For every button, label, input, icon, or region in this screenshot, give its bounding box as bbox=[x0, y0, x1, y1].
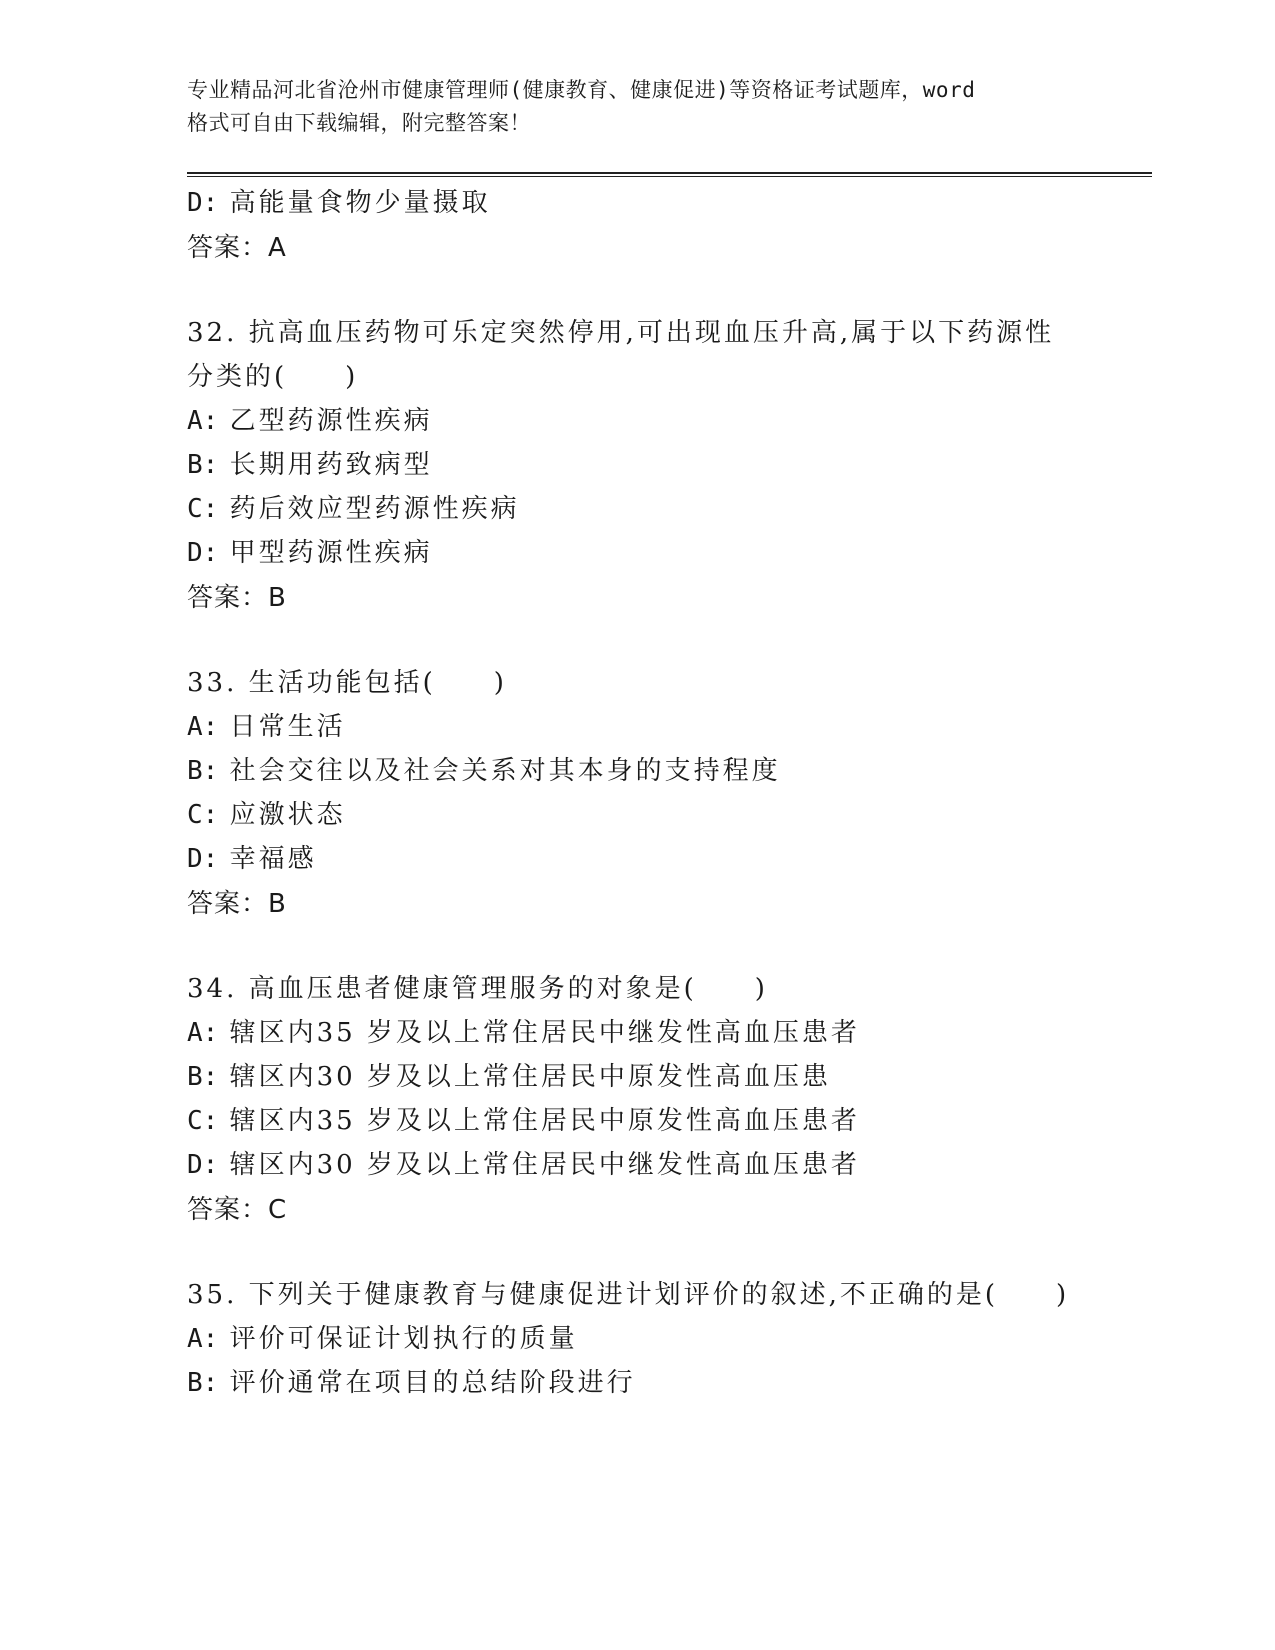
question-stem: 33. 生活功能包括( ) bbox=[187, 668, 507, 698]
header-line-2: 格式可自由下载编辑，附完整答案！ bbox=[187, 111, 531, 135]
question-stem: 32. 抗高血压药物可乐定突然停用,可出现血压升高,属于以下药源性 bbox=[187, 318, 1055, 348]
question-stem: 34. 高血压患者健康管理服务的对象是( ) bbox=[187, 974, 768, 1004]
header-divider bbox=[187, 172, 1152, 174]
option-d: D: 高能量食物少量摄取 bbox=[187, 188, 491, 218]
answer-line: 答案：C bbox=[187, 1195, 288, 1225]
question-stem-cont: 分类的( ) bbox=[187, 362, 359, 392]
option-c: C: 应激状态 bbox=[187, 800, 346, 830]
header-line-1: 专业精品河北省沧州市健康管理师(健康教育、健康促进)等资格证考试题库，word bbox=[187, 78, 976, 102]
option-a: A: 日常生活 bbox=[187, 712, 346, 742]
option-c: C: 辖区内35 岁及以上常住居民中原发性高血压患者 bbox=[187, 1106, 860, 1136]
option-c: C: 药后效应型药源性疾病 bbox=[187, 494, 520, 524]
option-b: B: 长期用药致病型 bbox=[187, 450, 433, 480]
option-d: D: 辖区内30 岁及以上常住居民中继发性高血压患者 bbox=[187, 1150, 860, 1180]
option-b: B: 社会交往以及社会关系对其本身的支持程度 bbox=[187, 756, 781, 786]
question-31-tail bbox=[187, 181, 1147, 271]
option-b: B: 评价通常在项目的总结阶段进行 bbox=[187, 1368, 636, 1398]
option-d: D: 甲型药源性疾病 bbox=[187, 538, 433, 568]
answer-line: 答案：A bbox=[187, 233, 287, 263]
document-page bbox=[187, 74, 1147, 1405]
question-32 bbox=[187, 311, 1147, 621]
question-stem: 35. 下列关于健康教育与健康促进计划评价的叙述,不正确的是( ) bbox=[187, 1280, 1070, 1310]
answer-line: 答案：B bbox=[187, 889, 287, 919]
header-divider-thin bbox=[187, 176, 1152, 177]
option-d: D: 幸福感 bbox=[187, 844, 317, 874]
answer-line: 答案：B bbox=[187, 583, 287, 613]
option-a: A: 辖区内35 岁及以上常住居民中继发性高血压患者 bbox=[187, 1018, 860, 1048]
option-b: B: 辖区内30 岁及以上常住居民中原发性高血压患 bbox=[187, 1062, 831, 1092]
option-a: A: 评价可保证计划执行的质量 bbox=[187, 1324, 578, 1354]
document-header bbox=[187, 74, 1087, 140]
question-35 bbox=[187, 1273, 1147, 1405]
question-33 bbox=[187, 661, 1147, 927]
question-34 bbox=[187, 967, 1147, 1233]
option-a: A: 乙型药源性疾病 bbox=[187, 406, 433, 436]
